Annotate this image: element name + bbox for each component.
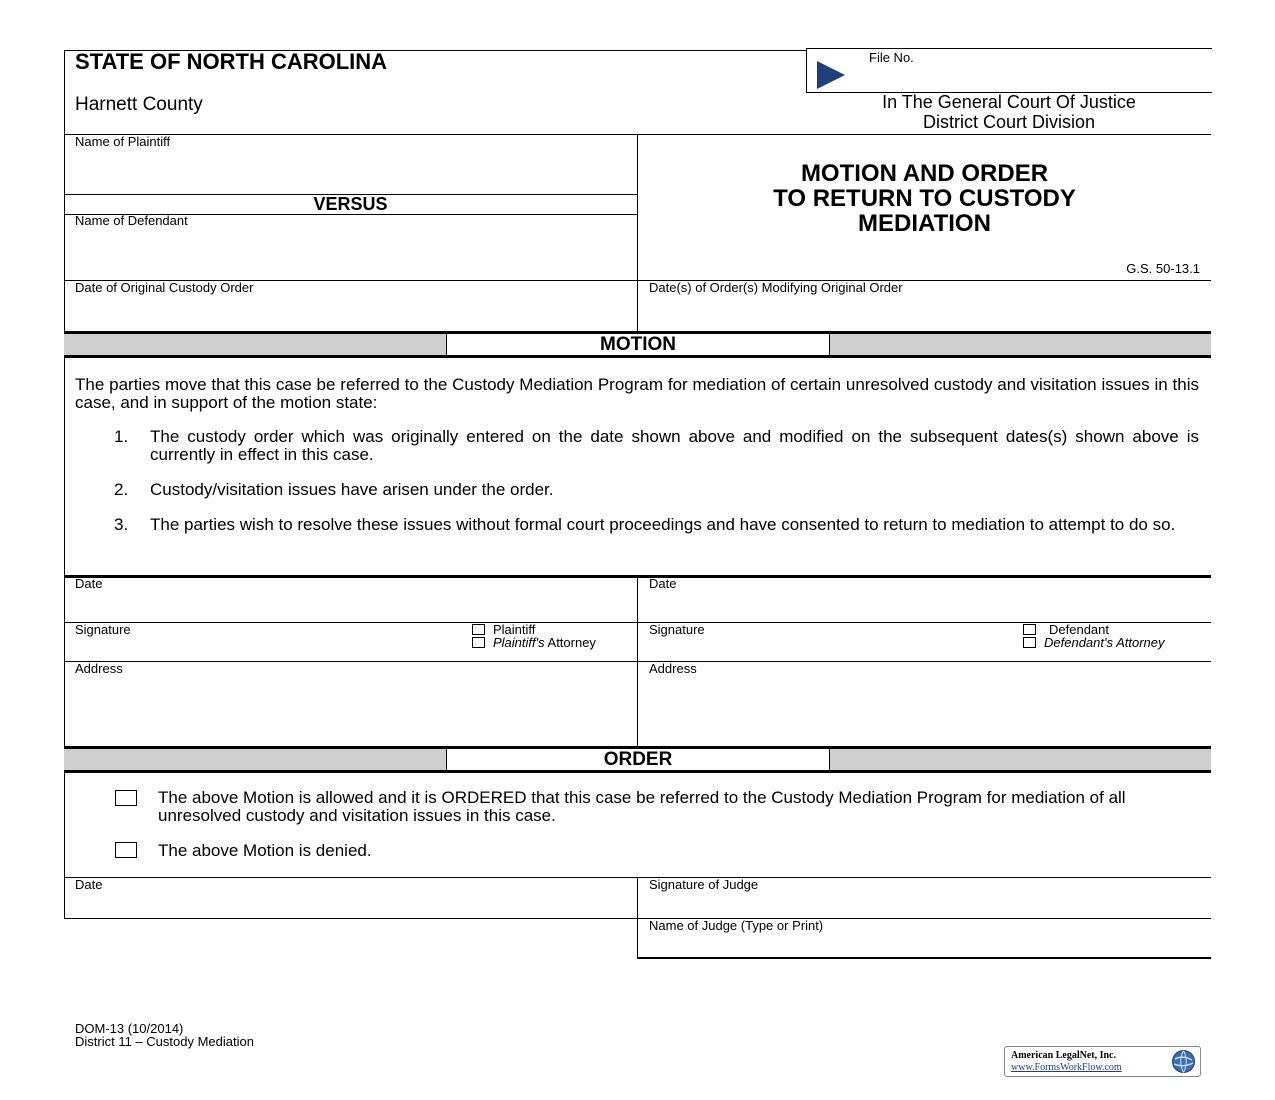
file-no-label: File No. — [869, 50, 914, 65]
court-line-2: District Court Division — [922, 112, 1096, 132]
defendant-date-field[interactable] — [639, 592, 1211, 621]
plaintiff-signature-label: Signature — [75, 622, 131, 637]
defendants-attorney-checkbox[interactable] — [1023, 637, 1036, 648]
motion-item-1-text: The custody order which was originally entered on the date shown above and modified on the subsequent dates(s) shown above is currently in effect in this case. — [150, 427, 1199, 464]
original-order-date-label: Date of Original Custody Order — [75, 280, 254, 295]
plaintiff-option-label: Plaintiff — [493, 622, 536, 637]
original-order-date-field[interactable] — [65, 296, 636, 330]
plaintiffs-attorney-italic: Plaintiff's — [493, 635, 545, 650]
form-title-line-3: MEDIATION — [858, 210, 991, 237]
arrow-marker-icon — [816, 60, 846, 90]
statute-reference: G.S. 50-13.1 — [1126, 261, 1200, 276]
motion-item-3-number: 3. — [114, 515, 129, 534]
modifying-order-dates-field[interactable] — [639, 296, 1211, 330]
order-date-field[interactable] — [65, 893, 636, 917]
court-line-1: In The General Court Of Justice — [882, 92, 1136, 112]
plaintiff-date-field[interactable] — [65, 592, 636, 621]
motion-item-1-number: 1. — [114, 427, 129, 446]
defendant-signature-field[interactable] — [639, 638, 1009, 660]
form-district-line: District 11 – Custody Mediation — [75, 1034, 254, 1049]
defendant-checkbox[interactable] — [1023, 624, 1036, 635]
order-section-band — [64, 746, 1211, 773]
motion-item-3-text: The parties wish to resolve these issues without formal court proceedings and have consented to return to mediation to attempt to do so. — [150, 515, 1176, 534]
defendant-option-label: Defendant — [1049, 622, 1109, 637]
form-title-line-2: TO RETURN TO CUSTODY — [773, 185, 1076, 212]
plaintiff-checkbox[interactable] — [472, 624, 485, 635]
plaintiff-address-field[interactable] — [65, 677, 636, 744]
plaintiff-address-label: Address — [75, 661, 123, 676]
defendant-signature-label: Signature — [649, 622, 705, 637]
defendants-attorney-option-label: Defendant's Attorney — [1044, 635, 1165, 650]
defendant-address-field[interactable] — [639, 677, 1211, 744]
order-date-label: Date — [75, 877, 103, 892]
motion-denied-text: The above Motion is denied. — [158, 841, 372, 860]
county-name: Harnett County — [75, 94, 203, 115]
plaintiff-name-field[interactable] — [65, 150, 636, 193]
versus-label: VERSUS — [313, 194, 388, 214]
motion-section-band — [64, 331, 1211, 358]
motion-heading: MOTION — [446, 334, 830, 355]
judge-name-label: Name of Judge (Type or Print) — [649, 918, 824, 933]
defendant-name-label: Name of Defendant — [75, 213, 188, 228]
plaintiffs-attorney-option-label — [493, 635, 596, 650]
judge-signature-label: Signature of Judge — [649, 877, 759, 892]
plaintiffs-attorney-checkbox[interactable] — [472, 637, 485, 648]
brand-logo-box — [1004, 1046, 1201, 1077]
defendant-name-field[interactable] — [65, 230, 636, 279]
form-id: DOM-13 (10/2014) — [75, 1021, 184, 1036]
state-title: STATE OF NORTH CAROLINA — [75, 49, 388, 74]
motion-item-2-number: 2. — [114, 480, 129, 499]
form-title-line-1: MOTION AND ORDER — [800, 160, 1049, 187]
motion-item-2-text: Custody/visitation issues have arisen under the order. — [150, 480, 554, 499]
judge-name-field[interactable] — [639, 934, 1211, 956]
motion-intro: The parties move that this case be referred to the Custody Mediation Program for mediation of certain unresolved custody and visitation issues in this case, and in support of the motion state: — [75, 375, 1199, 412]
defendant-date-label: Date — [649, 576, 677, 591]
plaintiffs-attorney-rest: Attorney — [544, 635, 596, 650]
globe-icon — [1171, 1049, 1196, 1074]
plaintiff-signature-field[interactable] — [65, 638, 465, 660]
defendant-address-label: Address — [649, 661, 697, 676]
modifying-order-dates-label: Date(s) of Order(s) Modifying Original Order — [649, 280, 903, 295]
motion-allowed-checkbox[interactable] — [115, 790, 137, 806]
order-heading: ORDER — [446, 749, 830, 770]
brand-name: American LegalNet, Inc. — [1011, 1050, 1116, 1061]
judge-signature-field[interactable] — [639, 893, 1211, 917]
plaintiff-date-label: Date — [75, 576, 103, 591]
brand-url-link[interactable]: www.FormsWorkFlow.com — [1011, 1062, 1122, 1073]
plaintiff-name-label: Name of Plaintiff — [75, 134, 171, 149]
motion-denied-checkbox[interactable] — [115, 842, 137, 858]
motion-allowed-text: The above Motion is allowed and it is ORDERED that this case be referred to the Custody Mediation Program for mediation of all unresolved custody and visitation issues in this case. — [158, 788, 1126, 825]
